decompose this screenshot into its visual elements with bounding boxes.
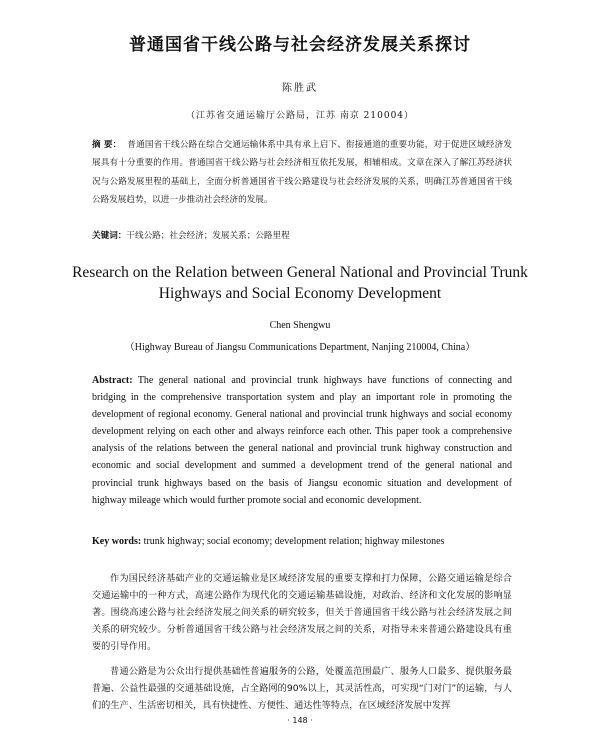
body-paragraph-2: 普通公路是为公众出行提供基础性普遍服务的公路，处覆盖范围最广、服务人口最多、提供服务最普遍、公益性最强的交通基础设施，占全路网的90%以上，其灵活性高，可实现“门对门”的运输，与人们的生产、生活密切相关，具有快捷性、方便性、通达性等特点，在区域经济发展中发挥 <box>92 666 512 711</box>
english-author: Chen Shengwu <box>269 320 331 331</box>
page-number: · 148 · <box>287 716 313 725</box>
english-title: Research on the Relation between General National and Provincial Trunk Highways and Social Economy Development <box>72 264 528 302</box>
english-keywords-label: Key words: <box>92 536 142 547</box>
english-abstract <box>92 372 512 509</box>
chinese-abstract-text: 普通国省干线公路在综合交通运输体系中具有承上启下、衔接通道的重要功能，对于促进区域经济发展具有十分重要的作用。普通国省干线公路与社会经济相互依托发展，相辅相成。文章在深入了解江苏经济状况与公路发展里程的基础上，全面分析普通国省干线公路建设与社会经济发展的关系，明确江苏普通国省干线公路发展趋势，以进一步推动社会经济的发展。 <box>92 140 512 205</box>
english-affiliation: （Highway Bureau of Jiangsu Communications Department, Nanjing 210004, China） <box>124 342 476 353</box>
chinese-abstract-label: 摘 要： <box>92 140 122 150</box>
chinese-keywords <box>92 229 512 241</box>
english-abstract-label: Abstract: <box>92 375 133 386</box>
english-keywords-text: trunk highway; social economy; development relation; highway milestones <box>143 536 445 547</box>
chinese-author: 陈胜武 <box>282 83 318 94</box>
body-text <box>92 570 512 714</box>
english-abstract-text: The general national and provincial trunk highways have functions of connecting and bridging in the comprehensive transportation system and play an important role in promoting the development of regional economy. General national and provincial trunk highways and social economy development relying on each other and always reinforce each other. This paper took a comprehensive analysis of the relations between the general national and provincial trunk highway construction and economic and social development and summed a development trend of the general national and provincial trunk highways based on the basis of Jiangsu economic situation and development of highway mileage which would further promote social and economic development. <box>92 375 512 506</box>
chinese-keywords-text: 干线公路；社会经济；发展关系；公路里程 <box>126 231 290 241</box>
chinese-keywords-label: 关键词： <box>92 231 127 241</box>
chinese-affiliation: （江苏省交通运输厅公路局，江苏 南京 210004） <box>185 111 415 121</box>
body-paragraph-1: 作为国民经济基础产业的交通运输业是区域经济发展的重要支撑和打力保障，公路交通运输是综合交通运输中的一种方式，高速公路作为现代化的交通运输基础设施，对政治、经济和文化发展的影响显著。围绕高速公路与社会经济发展之间关系的研究较多，但关于普通国省干线公路与社会经济发展之间关系的研究较少。分析普通国省干线公路与社会经济发展之间的关系，对指导未来普通公路建设具有重要的引导作用。 <box>92 573 512 652</box>
english-keywords <box>92 536 512 547</box>
chinese-abstract <box>92 136 512 209</box>
chinese-title: 普通国省干线公路与社会经济发展关系探讨 <box>129 35 471 55</box>
